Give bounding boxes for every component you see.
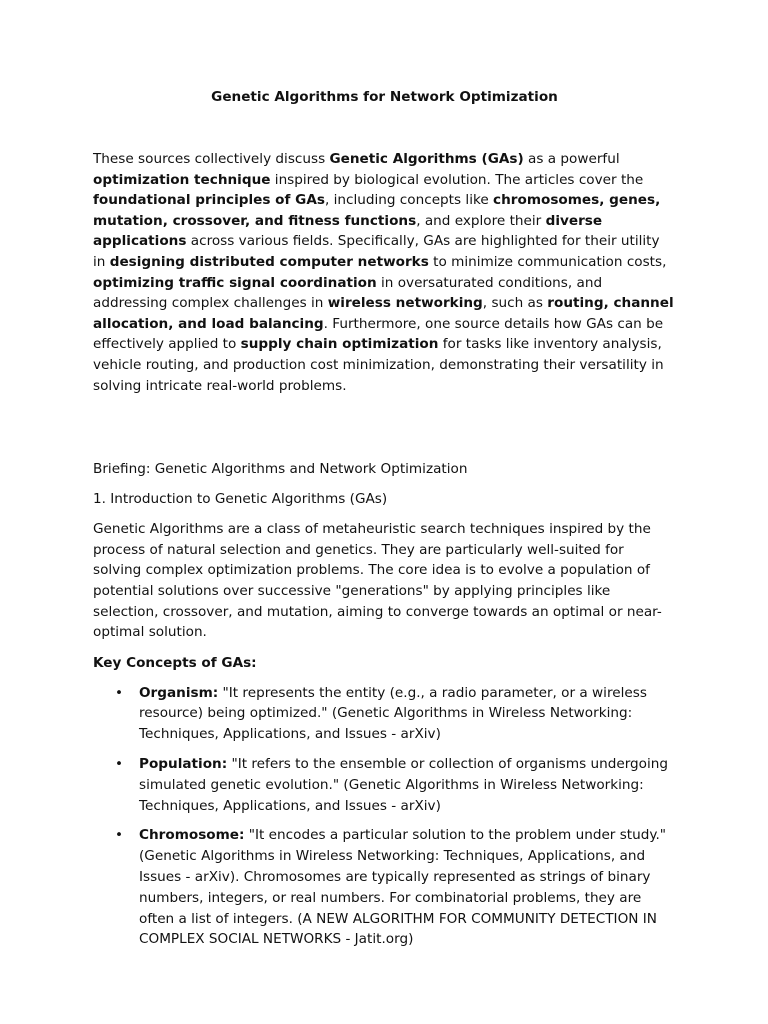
bullet-icon: • <box>115 756 124 773</box>
summary-segment: optimization technique <box>93 171 271 188</box>
summary-segment: Genetic Algorithms (GAs) <box>329 151 524 167</box>
concept-term: Organism: <box>139 684 219 701</box>
bullet-icon: • <box>115 827 124 844</box>
summary-segment: , and explore their <box>416 212 546 229</box>
briefing-title: Briefing: Genetic Algorithms and Network Optimization <box>93 461 468 478</box>
section-heading: 1. Introduction to Genetic Algorithms (GAs) <box>93 491 388 508</box>
summary-segment: as a powerful <box>523 151 620 167</box>
concepts-list <box>93 683 676 951</box>
summary-segment: supply chain optimization <box>240 336 439 353</box>
list-item <box>93 825 676 950</box>
summary-segment: inspired by biological evolution. The articles cover the <box>270 171 644 188</box>
bullet-icon: • <box>115 684 124 701</box>
concept-term: Chromosome: <box>139 827 245 844</box>
summary-paragraph <box>93 149 676 396</box>
summary-segment: chromosomes, genes, mutation, crossover, and fitness functions <box>93 192 661 229</box>
key-concepts-heading: Key Concepts of GAs: <box>93 654 257 671</box>
summary-segment: routing, channel allocation, and load balancing <box>93 295 674 332</box>
summary-segment: These sources collectively discuss <box>93 151 330 167</box>
document-title: Genetic Algorithms for Network Optimization <box>211 89 558 105</box>
list-item <box>93 754 676 816</box>
summary-segment: foundational principles of GAs <box>93 192 325 209</box>
concept-text: "It refers to the ensemble or collection of organisms undergoing simulated genetic evolution." (Genetic Algorithms in Wireless Networking: Techniques, Applications, and Issues - arXiv) <box>139 756 669 814</box>
summary-segment: in oversaturated conditions, and addressing complex challenges in <box>93 274 603 312</box>
summary-segment: , such as <box>482 295 548 312</box>
summary-segment: designing distributed computer networks <box>109 253 429 270</box>
summary-segment: wireless networking <box>327 295 483 312</box>
summary-segment: diverse applications <box>93 212 603 250</box>
concept-term: Population: <box>139 756 228 773</box>
summary-segment: for tasks like inventory analysis, vehicle routing, and production cost minimization, demonstrating their versatility in solving intricate real-world problems. <box>93 336 664 394</box>
concept-text: "It encodes a particular solution to the problem under study." (Genetic Algorithms in Wireless Networking: Techniques, Applications, and Issues - arXiv). Chromosomes are typically represented as strings of binary numbers, integers, or real numbers. For combinatorial problems, they are often a list of integers. (A NEW ALGORITHM FOR COMMUNITY DETECTION IN COMPLEX SOCIAL NETWORKS - Jatit.org) <box>139 827 667 948</box>
concept-text: "It represents the entity (e.g., a radio parameter, or a wireless resource) being optimized." (Genetic Algorithms in Wireless Networking: Techniques, Applications, and Issues - arXiv) <box>139 684 647 743</box>
intro-paragraph: Genetic Algorithms are a class of metaheuristic search techniques inspired by the process of natural selection and genetics. They are particularly well-suited for solving complex optimization problems. The core idea is to evolve a population of potential solutions over successive "generations" by applying principles like selection, crossover, and mutation, aiming to converge towards an optimal or near-optimal solution. <box>93 521 662 641</box>
summary-segment: . Furthermore, one source details how GAs can be effectively applied to <box>93 315 664 353</box>
summary-segment: optimizing traffic signal coordination <box>93 274 377 291</box>
summary-segment: , including concepts like <box>324 192 494 209</box>
summary-segment: to minimize communication costs, <box>428 253 667 270</box>
list-item <box>93 683 676 745</box>
summary-segment: across various fields. Specifically, GAs are highlighted for their utility in <box>93 233 660 270</box>
